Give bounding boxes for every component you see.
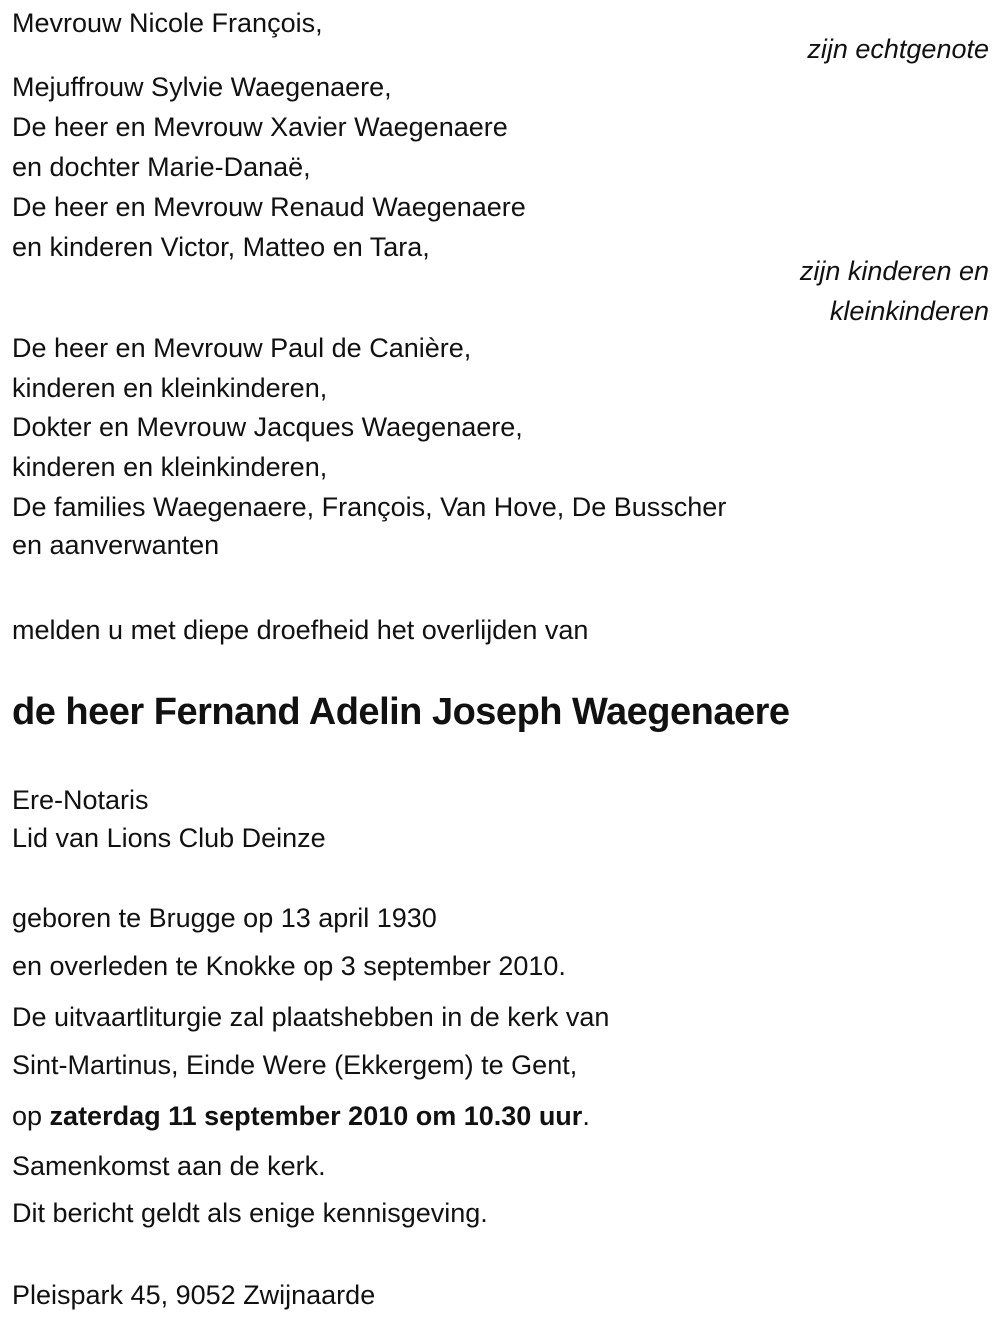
intro-line: melden u met diepe droefheid het overlijden van [12, 615, 589, 645]
funeral-date-bold: zaterdag 11 september 2010 om 10.30 uur [49, 1101, 583, 1131]
family-line: en aanverwanten [12, 530, 220, 560]
birth-date-line: geboren te Brugge op 13 april 1930 [12, 903, 437, 933]
funeral-line: De uitvaartliturgie zal plaatshebben in de kerk van [12, 1002, 610, 1032]
spouse-name-line: Mevrouw Nicole François, [12, 8, 323, 38]
family-line: kinderen en kleinkinderen, [12, 452, 328, 482]
family-line: kinderen en kleinkinderen, [12, 373, 328, 403]
funeral-date-suffix: . [582, 1101, 590, 1131]
family-line: Dokter en Mevrouw Jacques Waegenaere, [12, 412, 523, 442]
funeral-date-prefix: op [12, 1101, 50, 1131]
funeral-line: Sint-Martinus, Einde Were (Ekkergem) te Gent, [12, 1050, 578, 1080]
family-line: De heer en Mevrouw Paul de Canière, [12, 333, 472, 363]
notice-line: Dit bericht geldt als enige kennisgeving. [12, 1198, 488, 1228]
aside-children-label: kleinkinderen [829, 296, 989, 326]
gathering-line: Samenkomst aan de kerk. [12, 1151, 326, 1181]
address-line: Pleispark 45, 9052 Zwijnaarde [12, 1280, 376, 1310]
aside-spouse-label: zijn echtgenote [807, 34, 989, 64]
relative-line: De heer en Mevrouw Xavier Waegenaere [12, 112, 508, 142]
relative-line: Mejuffrouw Sylvie Waegenaere, [12, 72, 392, 102]
deceased-name: de heer Fernand Adelin Joseph Waegenaere [12, 691, 790, 733]
death-date-line: en overleden te Knokke op 3 september 2010. [12, 951, 566, 981]
funeral-date-line [12, 1103, 590, 1130]
title-line: Lid van Lions Club Deinze [12, 823, 326, 853]
relative-line: en kinderen Victor, Matteo en Tara, [12, 232, 430, 262]
relative-line: De heer en Mevrouw Renaud Waegenaere [12, 192, 526, 222]
relative-line: en dochter Marie-Danaë, [12, 152, 311, 182]
aside-children-label: zijn kinderen en [799, 256, 989, 286]
family-line: De families Waegenaere, François, Van Hove, De Busscher [12, 492, 727, 522]
title-line: Ere-Notaris [12, 785, 149, 815]
